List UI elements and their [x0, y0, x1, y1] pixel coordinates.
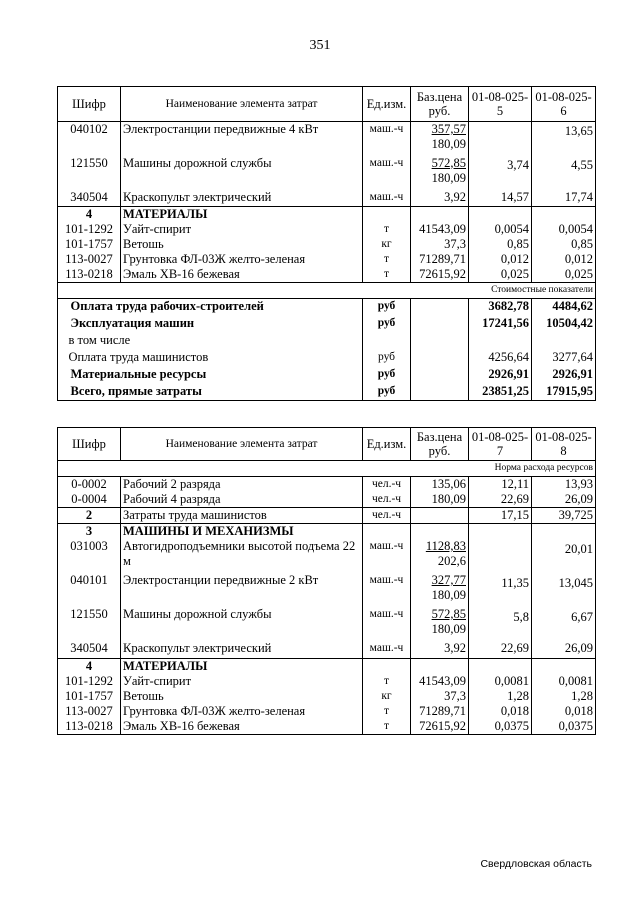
cell-name: Рабочий 4 разряда [121, 492, 363, 508]
table-row [58, 156, 596, 190]
cell-base-price: 3,92 [411, 641, 469, 658]
cell-name: Краскопульт электрический [121, 641, 363, 658]
cell-name: Грунтовка ФЛ-03Ж желто-зеленая [121, 252, 363, 267]
cell-name: Рабочий 2 разряда [121, 477, 363, 493]
cell-code: 113-0027 [58, 252, 121, 267]
cell-code: 2 [58, 508, 121, 524]
table-row [58, 237, 596, 252]
cell-unit [363, 207, 411, 223]
header-code: Шифр [58, 428, 121, 461]
section-code: 4 [58, 658, 121, 674]
cell-value-b: 0,012 [532, 252, 596, 267]
cell-value-b: 13,045 [532, 573, 596, 607]
cell-value-b: 0,0375 [532, 719, 596, 735]
cell-name: Уайт-спирит [121, 222, 363, 237]
summary-unit: руб [363, 299, 411, 316]
header-unit: Ед.изм. [363, 87, 411, 122]
cell-value-b: 0,0081 [532, 674, 596, 689]
labor-row [58, 508, 596, 524]
cost-indicators-row-text: Стоимостные показатели [58, 283, 596, 299]
cell-unit: чел.-ч [363, 508, 411, 524]
summary-value-b: 4484,62 [532, 299, 596, 316]
resource-table-1 [57, 86, 596, 401]
cell-code: 040101 [58, 573, 121, 607]
table-header-row [58, 87, 596, 122]
summary-label: Эксплуатация машин [69, 316, 311, 333]
cell-code: 0-0002 [58, 477, 121, 493]
cell-value-b: 13,65 [532, 122, 596, 156]
cell-unit [363, 524, 411, 540]
cell-name: Автогидроподъемники высотой подъема 22 м [121, 539, 363, 573]
cell-value-b: 6,67 [532, 607, 596, 641]
cell-code: 101-1292 [58, 674, 121, 689]
cell-value-b: 0,0054 [532, 222, 596, 237]
table-row [58, 190, 596, 207]
cell-value-b: 4,55 [532, 156, 596, 190]
cell-name: Машины дорожной службы [121, 156, 363, 190]
resource-table-2 [57, 427, 596, 735]
cell-value-b: 1,28 [532, 689, 596, 704]
table-row [58, 252, 596, 267]
cell-code: 340504 [58, 641, 121, 658]
cell-value-a: 0,018 [469, 704, 532, 719]
summary-value-b: 17915,95 [532, 384, 596, 401]
summary-unit: руб [363, 316, 411, 333]
cell-base-price [411, 367, 469, 384]
table-row [58, 573, 596, 607]
cell-base-price [411, 316, 469, 333]
cell-value-b: 26,09 [532, 492, 596, 508]
cell-value-a [469, 122, 532, 156]
cell-unit: маш.-ч [363, 607, 411, 641]
table-row [58, 492, 596, 508]
cell-unit: маш.-ч [363, 641, 411, 658]
cell-value-b: 13,93 [532, 477, 596, 493]
cell-name: Машины дорожной службы [121, 607, 363, 641]
cell-value-a: 0,012 [469, 252, 532, 267]
cell-name: Затраты труда машинистов [121, 508, 363, 524]
cost-indicators-row [58, 283, 596, 299]
cell-value-a [469, 524, 532, 540]
header-col-8: 01-08-025- 8 [532, 428, 596, 461]
cell-value-b: 0,85 [532, 237, 596, 252]
summary-value-a: 2926,91 [469, 367, 532, 384]
summary-unit: руб [363, 350, 411, 367]
header-name: Наименование элемента затрат [121, 87, 363, 122]
table-row [58, 122, 596, 156]
cell-unit: маш.-ч [363, 156, 411, 190]
summary-row [58, 350, 596, 367]
cell-value-a: 22,69 [469, 492, 532, 508]
cell-base-price: 41543,09 [411, 222, 469, 237]
cell-code: 101-1757 [58, 237, 121, 252]
cell-code: 0-0004 [58, 492, 121, 508]
table-row [58, 607, 596, 641]
cell-unit: кг [363, 237, 411, 252]
cell-name: Эмаль ХВ-16 бежевая [121, 719, 363, 735]
cell-unit: т [363, 704, 411, 719]
cell-base-price: 71289,71 [411, 252, 469, 267]
section-code: 4 [58, 207, 121, 223]
cell-value-b: 0,018 [532, 704, 596, 719]
cell-code: 340504 [58, 190, 121, 207]
summary-row [58, 299, 596, 316]
cell-code: 113-0027 [58, 704, 121, 719]
section-row [58, 658, 596, 674]
summary-label: в том числе [69, 333, 311, 350]
header-col-6: 01-08-025- 6 [532, 87, 596, 122]
summary-value-a [469, 333, 532, 350]
summary-value-a: 17241,56 [469, 316, 532, 333]
cell-name: Электростанции передвижные 4 кВт [121, 122, 363, 156]
cell-base-price: 180,09 [411, 492, 469, 508]
cell-base-price: 72615,92 [411, 267, 469, 283]
cell-value-b: 17,74 [532, 190, 596, 207]
cell-value-a: 22,69 [469, 641, 532, 658]
cell-value-a: 14,57 [469, 190, 532, 207]
table-row [58, 477, 596, 493]
header-base-price: Баз.цена руб. [411, 428, 469, 461]
cell-unit [363, 658, 411, 674]
section-row [58, 207, 596, 223]
cell-base-price: 572,85 180,09 [411, 156, 469, 190]
cell-value-a: 0,0375 [469, 719, 532, 735]
cell-base-price [411, 299, 469, 316]
cell-name: Электростанции передвижные 2 кВт [121, 573, 363, 607]
cell-code: 121550 [58, 156, 121, 190]
summary-unit: руб [363, 384, 411, 401]
cell-base-price [411, 508, 469, 524]
table-row [58, 674, 596, 689]
cell-unit: чел.-ч [363, 492, 411, 508]
cell-name: Ветошь [121, 689, 363, 704]
header-unit: Ед.изм. [363, 428, 411, 461]
cell-unit: маш.-ч [363, 190, 411, 207]
cell-base-price [411, 524, 469, 540]
section-title: МАТЕРИАЛЫ [121, 207, 363, 223]
table-header-row [58, 428, 596, 461]
cell-value-a: 0,85 [469, 237, 532, 252]
cell-value-a: 5,8 [469, 607, 532, 641]
cell-code: 101-1757 [58, 689, 121, 704]
cell-base-price: 135,06 [411, 477, 469, 493]
cell-base-price: 572,85 180,09 [411, 607, 469, 641]
cell-value-a [469, 539, 532, 573]
cell-value-b: 0,025 [532, 267, 596, 283]
summary-unit: руб [363, 367, 411, 384]
cell-unit: кг [363, 689, 411, 704]
cell-name: Краскопульт электрический [121, 190, 363, 207]
summary-label: Оплата труда машинистов [69, 350, 311, 367]
table-row [58, 222, 596, 237]
cell-unit: чел.-ч [363, 477, 411, 493]
table-row [58, 719, 596, 735]
cell-code: 113-0218 [58, 267, 121, 283]
cell-base-price: 72615,92 [411, 719, 469, 735]
header-base-price: Баз.цена руб. [411, 87, 469, 122]
cell-unit: т [363, 222, 411, 237]
summary-value-b: 2926,91 [532, 367, 596, 384]
table-row [58, 267, 596, 283]
cell-value-b [532, 207, 596, 223]
cell-value-a [469, 207, 532, 223]
summary-value-b [532, 333, 596, 350]
cell-unit: т [363, 267, 411, 283]
cell-name: Эмаль ХВ-16 бежевая [121, 267, 363, 283]
cell-base-price [411, 333, 469, 350]
cell-base-price [411, 658, 469, 674]
cell-base-price: 327,77 180,09 [411, 573, 469, 607]
cell-base-price [411, 384, 469, 401]
table-row [58, 539, 596, 573]
cell-value-b: 26,09 [532, 641, 596, 658]
cell-base-price: 71289,71 [411, 704, 469, 719]
cell-value-a: 12,11 [469, 477, 532, 493]
resource-norm-row-text: Норма расхода ресурсов [58, 461, 596, 477]
header-code: Шифр [58, 87, 121, 122]
cell-code: 101-1292 [58, 222, 121, 237]
cell-value-a: 1,28 [469, 689, 532, 704]
table-row [58, 689, 596, 704]
summary-value-a: 23851,25 [469, 384, 532, 401]
summary-value-b: 3277,64 [532, 350, 596, 367]
cell-base-price: 1128,83 202,6 [411, 539, 469, 573]
summary-label: Оплата труда рабочих-строителей [69, 299, 311, 316]
cell-unit: т [363, 252, 411, 267]
cell-base-price [411, 207, 469, 223]
summary-value-a: 4256,64 [469, 350, 532, 367]
cell-value-a: 0,0081 [469, 674, 532, 689]
cell-value-b [532, 658, 596, 674]
cell-base-price: 41543,09 [411, 674, 469, 689]
cell-value-a: 3,74 [469, 156, 532, 190]
cell-base-price: 357,57 180,09 [411, 122, 469, 156]
summary-value-b: 10504,42 [532, 316, 596, 333]
cell-value-a: 0,025 [469, 267, 532, 283]
cell-name: Грунтовка ФЛ-03Ж желто-зеленая [121, 704, 363, 719]
summary-unit [363, 333, 411, 350]
header-col-5: 01-08-025- 5 [469, 87, 532, 122]
header-col-7: 01-08-025- 7 [469, 428, 532, 461]
cell-value-a: 0,0054 [469, 222, 532, 237]
footer-region: Свердловская область [480, 858, 592, 870]
cell-unit: маш.-ч [363, 122, 411, 156]
cell-code: 113-0218 [58, 719, 121, 735]
cell-base-price: 37,3 [411, 237, 469, 252]
cell-value-a: 11,35 [469, 573, 532, 607]
summary-row [58, 367, 596, 384]
section-title: МАШИНЫ И МЕХАНИЗМЫ [121, 524, 363, 540]
section-code: 3 [58, 524, 121, 540]
table-row [58, 641, 596, 658]
cell-value-a: 17,15 [469, 508, 532, 524]
cell-code: 121550 [58, 607, 121, 641]
section-row [58, 524, 596, 540]
header-name: Наименование элемента затрат [121, 428, 363, 461]
cell-value-b: 39,725 [532, 508, 596, 524]
cell-value-b [532, 524, 596, 540]
cell-base-price: 37,3 [411, 689, 469, 704]
cell-base-price [411, 350, 469, 367]
cell-unit: т [363, 674, 411, 689]
cell-value-a [469, 658, 532, 674]
resource-norm-row [58, 461, 596, 477]
cell-unit: т [363, 719, 411, 735]
summary-row [58, 316, 596, 333]
summary-label: Материальные ресурсы [69, 367, 311, 384]
cell-name: Уайт-спирит [121, 674, 363, 689]
summary-label: Всего, прямые затраты [69, 384, 311, 401]
summary-value-a: 3682,78 [469, 299, 532, 316]
cell-unit: маш.-ч [363, 539, 411, 573]
summary-row [58, 333, 596, 350]
summary-row [58, 384, 596, 401]
cell-base-price: 3,92 [411, 190, 469, 207]
cell-unit: маш.-ч [363, 573, 411, 607]
cell-code: 031003 [58, 539, 121, 573]
page-number: 351 [309, 38, 331, 53]
cell-value-b: 20,01 [532, 539, 596, 573]
section-title: МАТЕРИАЛЫ [121, 658, 363, 674]
cell-name: Ветошь [121, 237, 363, 252]
table-row [58, 704, 596, 719]
cell-code: 040102 [58, 122, 121, 156]
